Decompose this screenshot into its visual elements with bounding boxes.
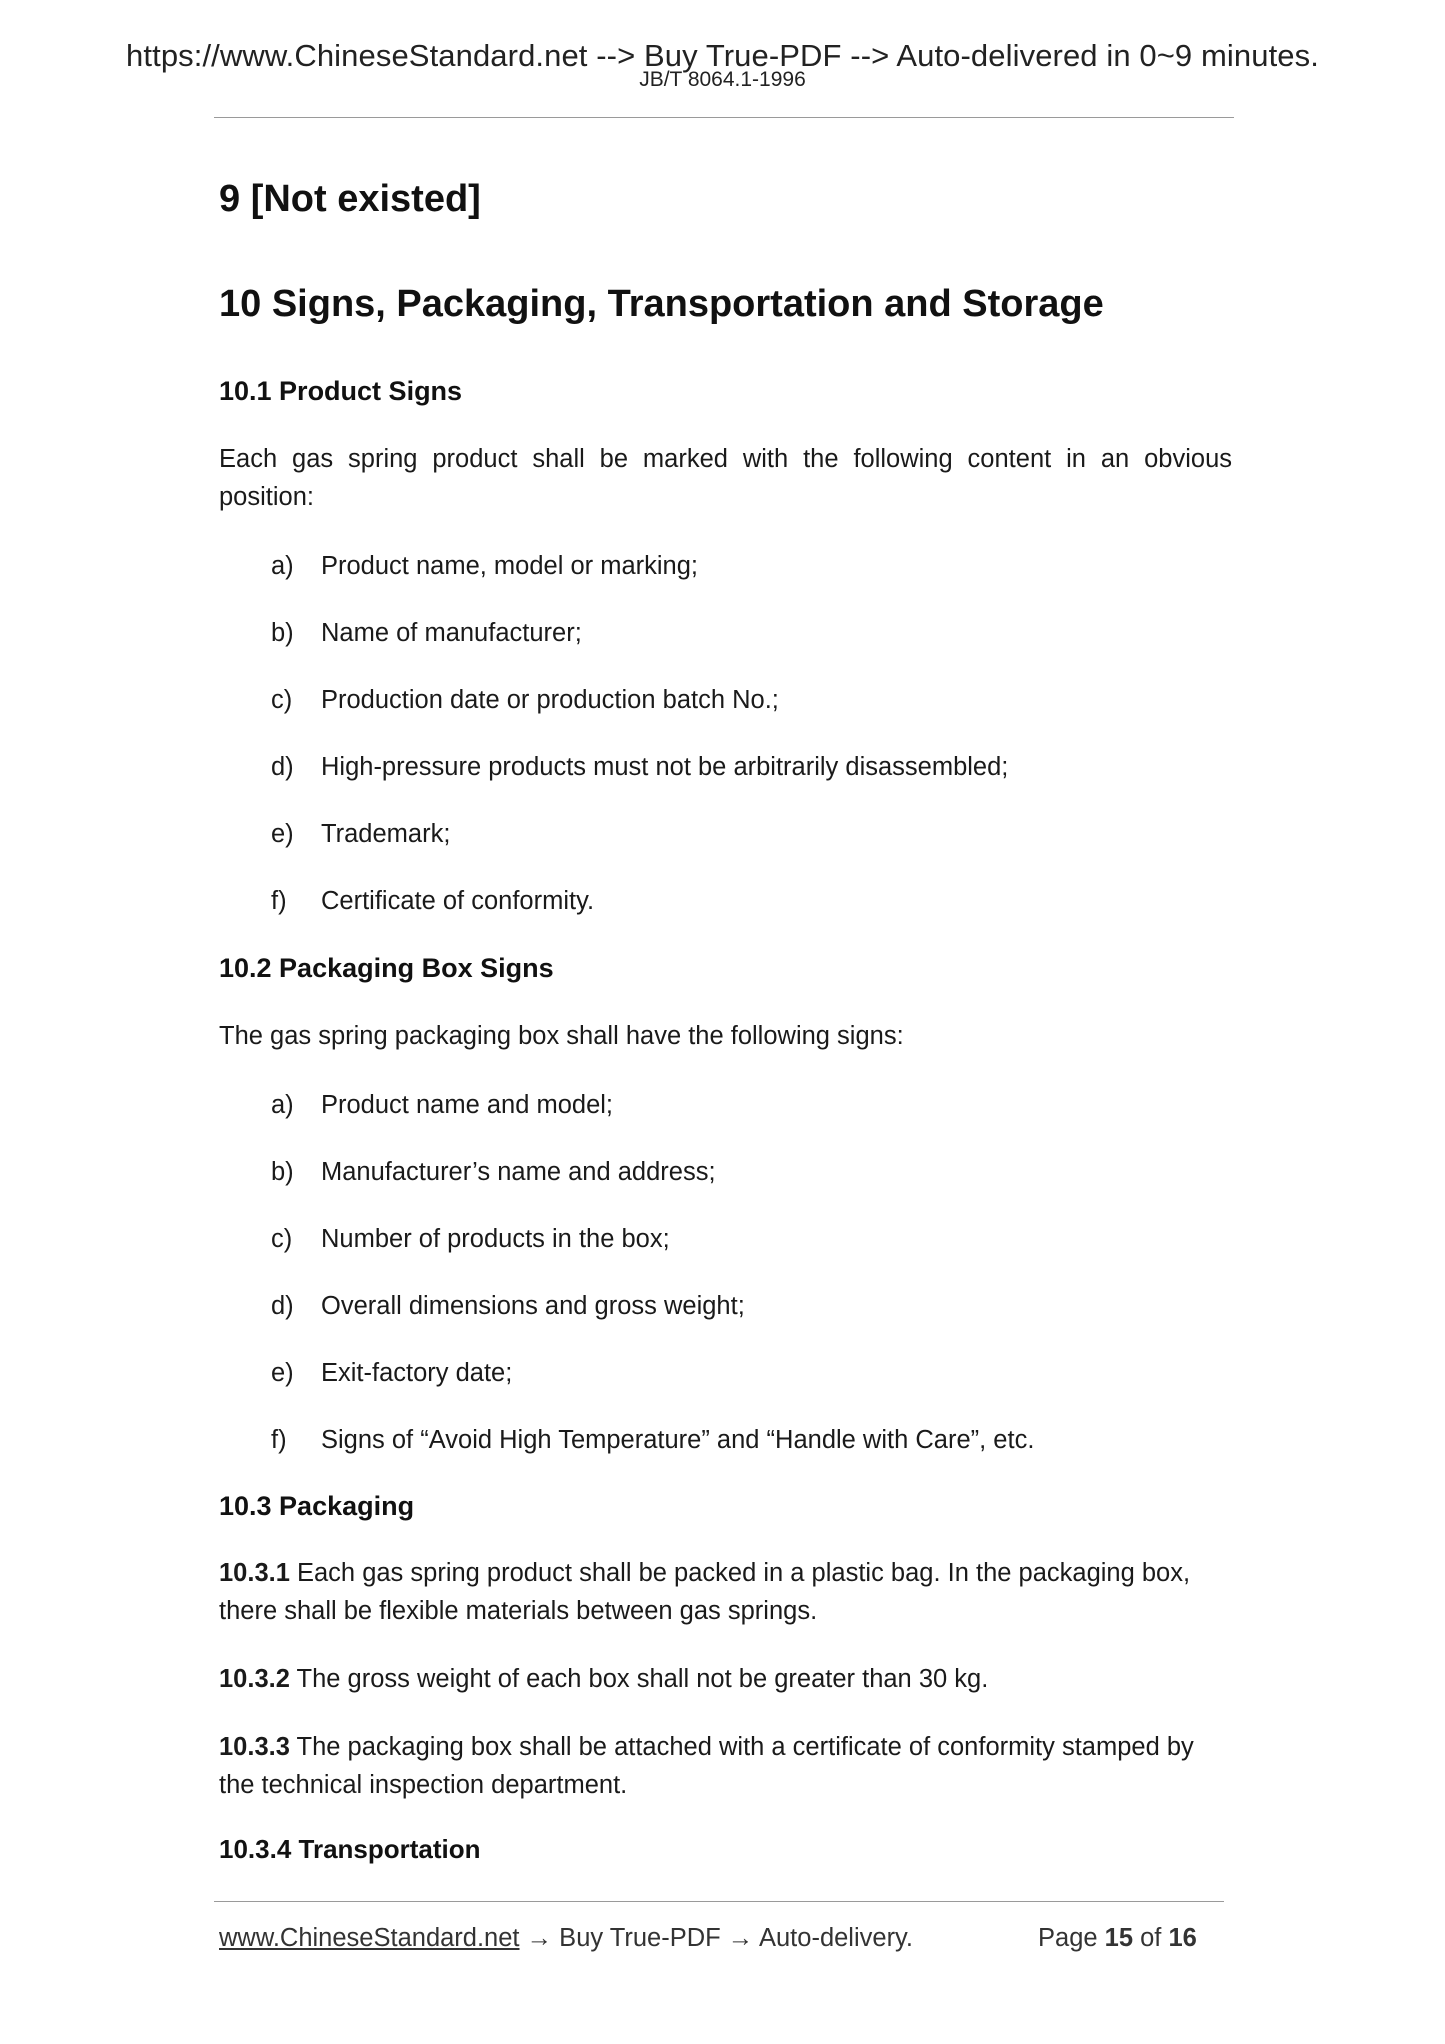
list-marker: c) [271,686,293,714]
footer-divider [214,1901,1224,1902]
clause-number: 10.3.2 [219,1665,290,1693]
list-item [271,619,582,648]
list-marker: f) [271,887,287,915]
list-item-text: Exit-factory date; [321,1359,513,1387]
list-item [271,1225,670,1254]
header-banner: https://www.ChineseStandard.net --> Buy True-PDF --> Auto-delivered in 0~9 minutes. [126,38,1319,73]
list-item [271,1091,613,1120]
page-total: 16 [1168,1924,1197,1952]
clause-10-3-1 [219,1554,1232,1630]
list-item-text: Trademark; [321,820,451,848]
list-item-text: Product name and model; [321,1091,614,1119]
list-marker: a) [271,552,294,580]
list-item-text: Product name, model or marking; [321,552,698,580]
list-item [271,1158,716,1187]
list-marker: a) [271,1091,294,1119]
clause-number: 10.3.3 [219,1733,290,1761]
list-item-text: Overall dimensions and gross weight; [321,1292,745,1320]
list-marker: d) [271,753,294,781]
list-item [271,686,779,715]
document-code: JB/T 8064.1-1996 [639,68,806,91]
header-divider [214,117,1234,118]
clause-10-3-4-heading: 10.3.4 Transportation [219,1834,481,1864]
clause-10-3-2 [219,1660,1232,1698]
section-9-heading: 9 [Not existed] [219,178,481,220]
list-item [271,552,698,581]
list-marker: f) [271,1426,287,1454]
footer-tagline: → Buy True-PDF → Auto-delivery. [519,1924,913,1952]
list-marker: b) [271,619,294,647]
clause-text: The gross weight of each box shall not be greater than 30 kg. [289,1665,989,1693]
list-item-text: Production date or production batch No.; [321,686,779,714]
list-marker: c) [271,1225,293,1253]
list-item-text: Manufacturer’s name and address; [321,1158,716,1186]
page-label: Page [1038,1924,1105,1952]
section-10-3-heading: 10.3 Packaging [219,1491,415,1521]
list-item-text: Name of manufacturer; [321,619,582,647]
clause-text: Each gas spring product shall be packed in a plastic bag. In the packaging box, there shall be flexible materials between gas springs. [219,1559,1191,1625]
list-item-text: Certificate of conformity. [321,887,595,915]
list-item [271,1359,512,1388]
page-of-label: of [1133,1924,1169,1952]
list-marker: d) [271,1292,294,1320]
list-item-text: High-pressure products must not be arbitrarily disassembled; [321,753,1009,781]
section-10-heading: 10 Signs, Packaging, Transportation and Storage [219,283,1104,325]
footer-website-link[interactable]: www.ChineseStandard.net [219,1924,520,1952]
list-item-text: Signs of “Avoid High Temperature” and “Handle with Care”, etc. [321,1426,1035,1454]
section-10-2-intro: The gas spring packaging box shall have the following signs: [219,1022,904,1050]
list-marker: b) [271,1158,294,1186]
page-number: 15 [1104,1924,1134,1952]
page-indicator [1038,1924,1197,1953]
clause-text: The packaging box shall be attached with a certificate of conformity stamped by the technical inspection department. [219,1733,1194,1799]
list-item [271,753,1008,782]
section-10-1-heading: 10.1 Product Signs [219,376,463,406]
list-item [271,1426,1034,1455]
section-10-1-intro: Each gas spring product shall be marked with the following content in an obvious position: [219,445,1232,511]
list-item-text: Number of products in the box; [321,1225,670,1253]
clause-10-3-3 [219,1728,1232,1804]
list-marker: e) [271,820,294,848]
list-item [271,1292,745,1321]
list-marker: e) [271,1359,294,1387]
list-item [271,820,450,849]
section-10-2-heading: 10.2 Packaging Box Signs [219,953,554,983]
footer-left [219,1924,913,1953]
list-item [271,887,594,916]
clause-number: 10.3.1 [219,1559,290,1587]
